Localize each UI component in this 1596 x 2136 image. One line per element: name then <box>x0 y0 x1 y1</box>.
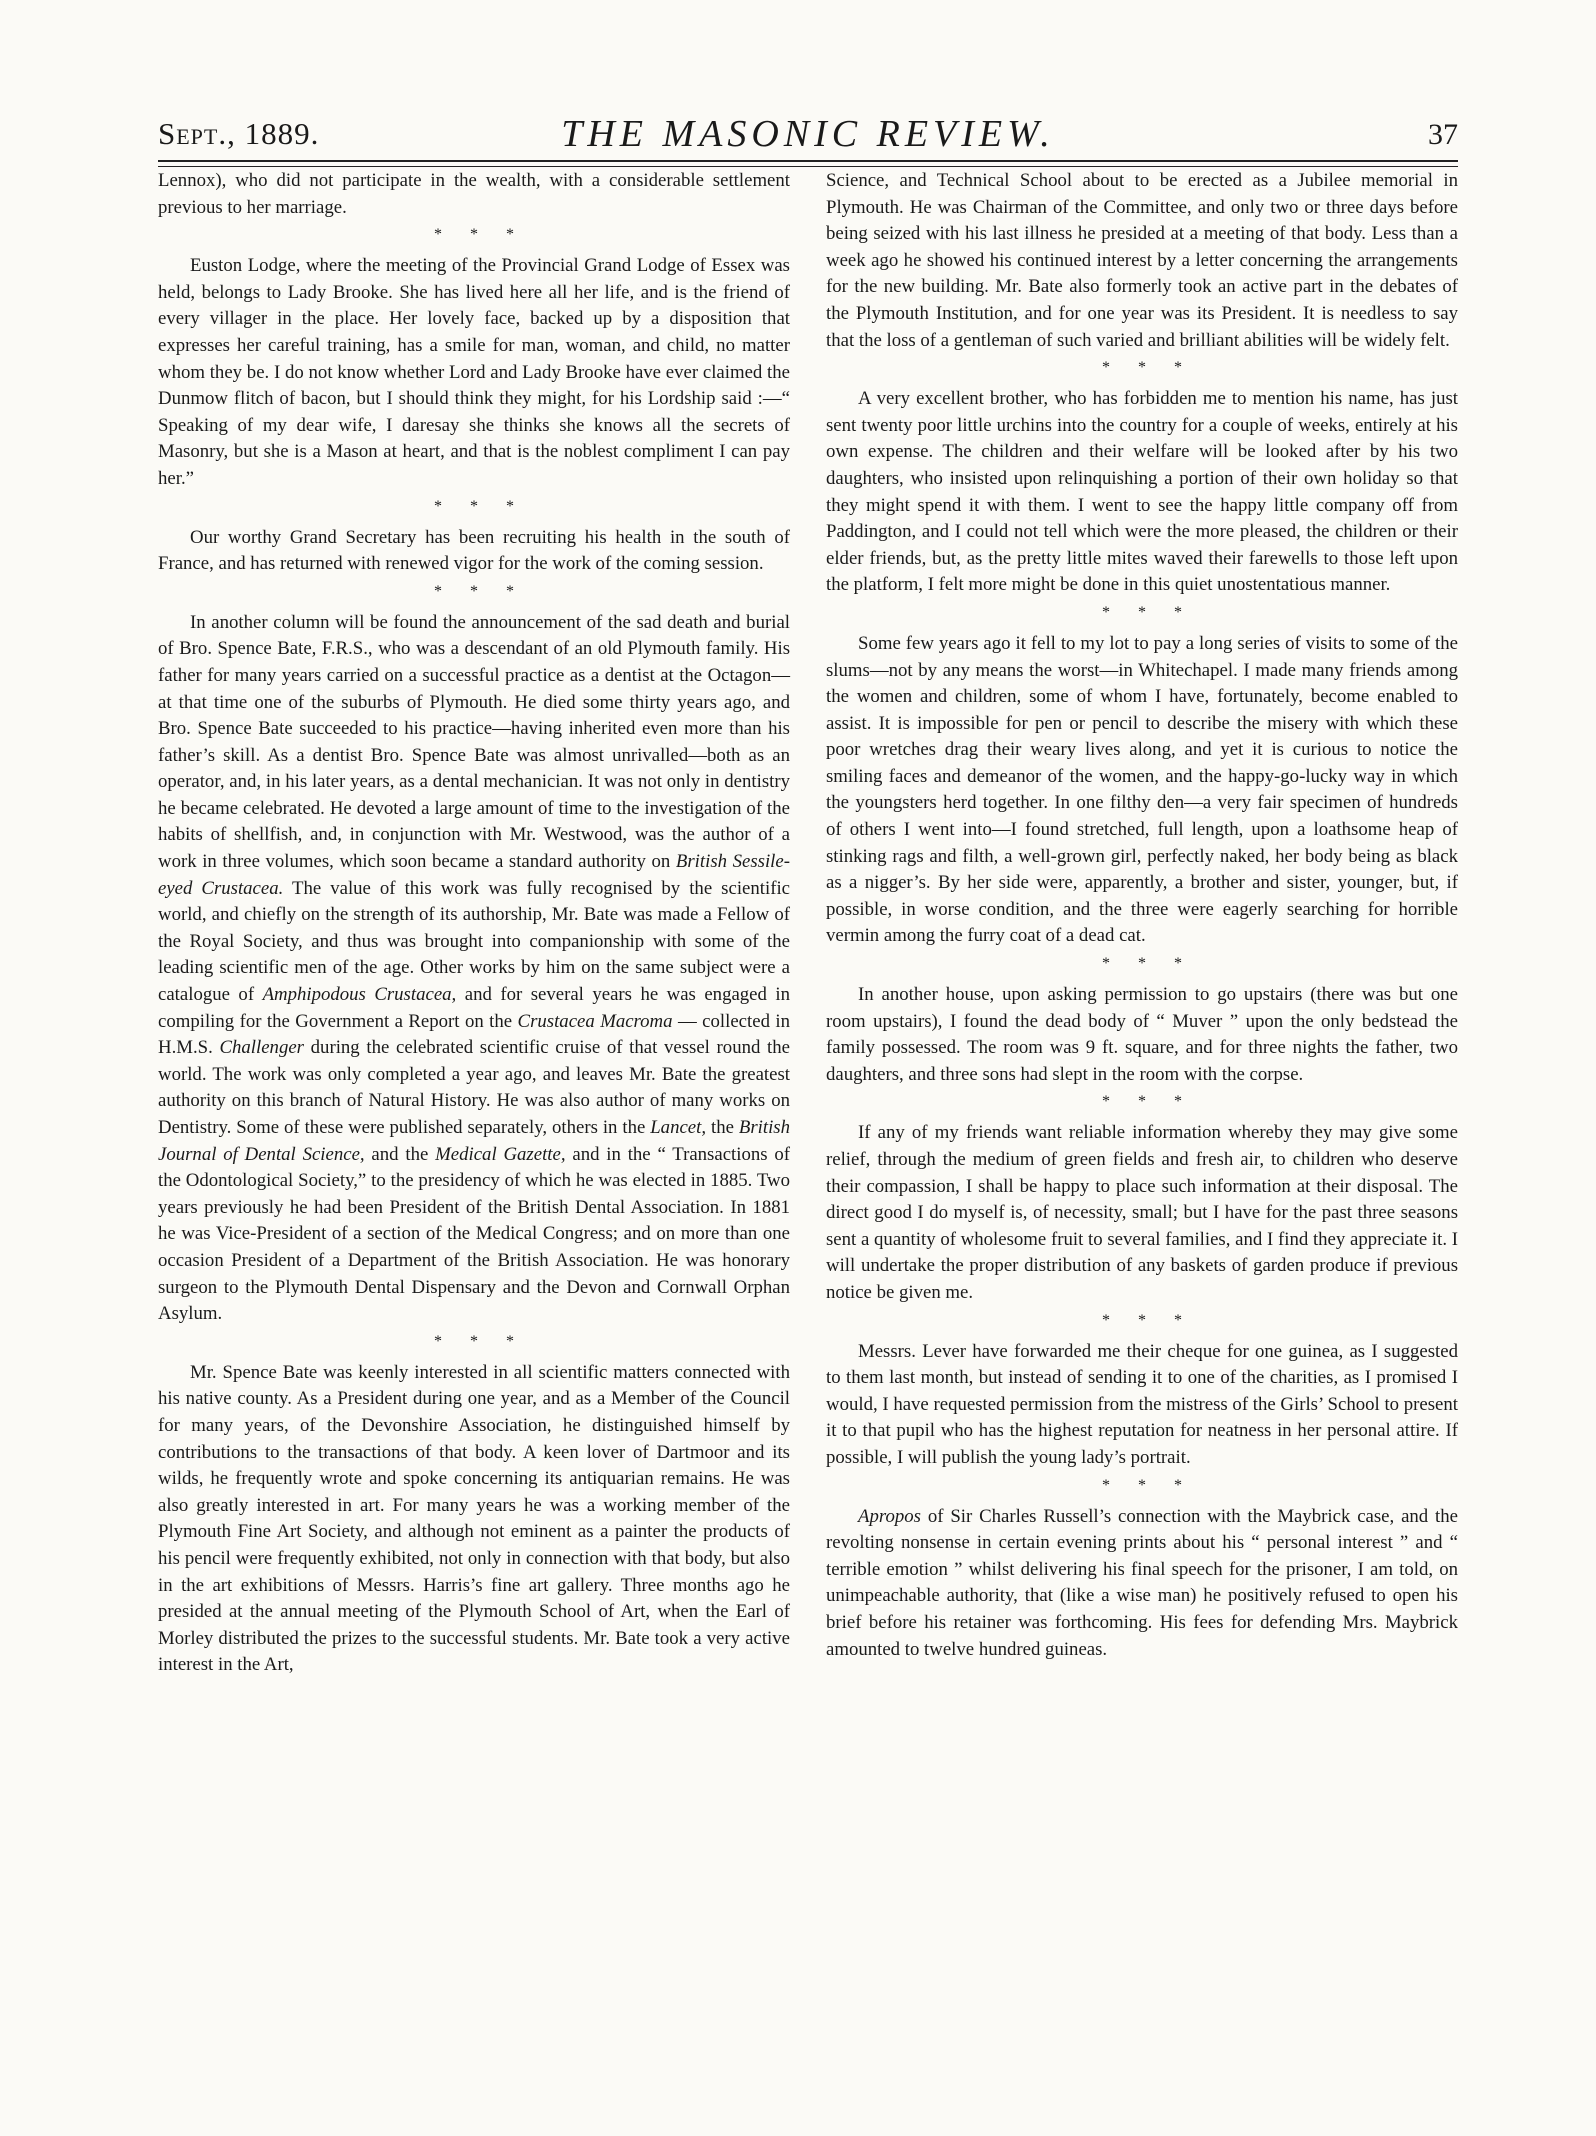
paragraph: Science, and Technical School about to be erected as a Jubilee memorial in Plymouth. He was Chairman of the Committee, and only two or three days before being seized with his last illness he presided at a meeting of that body. Less than a week ago he showed his continued interest by a letter concerning the arrangements for the new building. Mr. Bate also formerly took an active part in the debates of the Plymouth Institution, and for one year was its President. It is needless to say that the loss of a gentleman of such varied and brilliant abilities will be widely felt. <box>826 170 1458 351</box>
italic-title: Crustacea Macroma <box>517 1010 673 1032</box>
italic-title: Amphipodous Crustacea, <box>262 984 457 1006</box>
paragraph: Euston Lodge, where the meeting of the Provincial Grand Lodge of Essex was held, belongs to Lady Brooke. She has lived here all her life, and is the friend of every villager in the place. Her lovely face, backed up by a disposition that expresses her careful training, has a smile for man, woman, and child, no matter whom they be. I do not know whether Lord and Lady Brooke have ever claimed the Dunmow flitch of bacon, but I should think they might, for his Lordship said :—“ Speaking of my dear wife, I daresay she thinks she knows all the secrets of Masonry, but she is a Mason at heart, and that is the noblest compliment I can pay her.” <box>158 255 790 489</box>
section-separator: * * * <box>1102 1476 1194 1494</box>
paragraph: Messrs. Lever have forwarded me their cheque for one guinea, as I suggested to them last month, but instead of sending it to one of the charities, as I promised I would, I have requested permission from the mistress of the Girls’ School to present it to that pupil who has the highest reputation for neatness in her personal attire. If possible, I will publish the young lady’s portrait. <box>826 1340 1458 1468</box>
italic-title: British Journal of Dental Science, <box>158 1117 790 1165</box>
section-separator: * * * <box>1102 955 1194 973</box>
left-column <box>158 168 790 1679</box>
paragraph: If any of my friends want reliable information whereby they may give some relief, through the medium of green fields and fresh air, to children who deserve their compassion, I shall be happy to place such information at their disposal. The direct good I do myself is, of necessity, small; but I have for the past three seasons sent a quantity of wholesome fruit to several families, and I find they appreciate it. I will undertake the proper distribution of any baskets of garden produce if previous notice be given me. <box>826 1122 1458 1303</box>
paragraph: Mr. Spence Bate was keenly interested in all scientific matters connected with his native county. As a President during one year, and as a Member of the Council for many years, of the Devonshire Association, he distinguished himself by contributions to the transactions of that body. A keen lover of Dartmoor and its wilds, he frequently wrote and spoke concerning its antiquarian remains. He was also greatly interested in art. For many years he was a working member of the Plymouth Fine Art Society, and although not eminent as a painter the products of his pencil were frequently exhibited, not only in connection with that body, but also in the art exhibitions of Messrs. Harris’s fine art gallery. Three months ago he presided at the annual meeting of the Plymouth School of Art, when the Earl of Morley distributed the prizes to the successful students. Mr. Bate took a very active interest in the Art, <box>158 1361 790 1676</box>
section-separator: * * * <box>434 1332 526 1350</box>
paragraph: Apropos of Sir Charles Russell’s connection with the Maybrick case, and the revolting nonsense in certain evening prints about his “ personal interest ” and “ terrible emotion ” whilst delivering his final speech for the prisoner, I am told, on unimpeachable authority, that (like a wise man) he positively refused to open his brief before his retainer was forthcoming. His fees for defending Mrs. Maybrick amounted to twelve hundred guineas. <box>826 1505 1458 1660</box>
section-separator: * * * <box>1102 603 1194 621</box>
italic-title: Lancet, <box>650 1117 707 1138</box>
section-separator: * * * <box>1102 359 1194 377</box>
page-number: 37 <box>1428 118 1458 151</box>
issue-date: Sept., 1889. <box>158 116 320 151</box>
paragraph: Some few years ago it fell to my lot to pay a long series of visits to some of the slums—not by any means the worst—in Whitechapel. I made many friends among the women and children, some of whom I have, fortunately, become enabled to assist. It is impossible for pen or pencil to describe the misery with which these poor wretches drag their weary lives along, and yet it is curious to notice the smiling faces and demeanor of the women, and the happy-go-lucky way in which the youngsters herd together. In one filthy den—a very fair specimen of hundreds of others I went into—I found stretched, full length, upon a loathsome heap of stinking rags and filth, a well-grown girl, perfectly naked, her body being as black as a nigger’s. By her side were, apparently, a brother and sister, younger, but, if possible, in worse condition, and the three were eagerly searching for horrible vermin among the furry coat of a dead cat. <box>826 632 1458 947</box>
paragraph: In another house, upon asking permission to go upstairs (there was but one room upstairs), I found the dead body of “ Muver ” upon the only bedstead the family possessed. The room was 9 ft. square, and for three nights the father, two daughters, and three sons had slept in the room with the corpse. <box>826 984 1458 1085</box>
italic-title: Medical Gazette, <box>435 1143 566 1165</box>
section-separator: * * * <box>434 582 526 600</box>
paragraph: A very excellent brother, who has forbidden me to mention his name, has just sent twenty poor little urchins into the country for a couple of weeks, entirely at his own expense. The children and their welfare will be looked after by his two daughters, who insisted upon relinquishing a portion of their own holiday so that they might spend it with them. I went to see the happy little company off from Paddington, and I could not tell which were the more pleased, the children or their elder friends, but, as the pretty little mites waved their farewells to those left upon the platform, I felt more might be done in this quiet unostentatious manner. <box>826 388 1458 596</box>
header-rule-thin <box>158 166 1458 167</box>
section-separator: * * * <box>434 497 526 515</box>
paragraph: Our worthy Grand Secretary has been recruiting his health in the south of France, and has returned with renewed vigor for the work of the coming session. <box>158 526 790 575</box>
section-separator: * * * <box>434 226 526 244</box>
right-column <box>826 168 1458 1663</box>
publication-title: THE MASONIC REVIEW. <box>561 113 1055 155</box>
paragraph-spence-bate-obituary: In another column will be found the announcement of the sad death and burial of Bro. Spence Bate, F.R.S., who was a descendant of an old Plymouth family. His father for many years carried on a successful practice as a dentist at the Octagon—at that time one of the suburbs of Plymouth. He died some thirty years ago, and Bro. Spence Bate succeeded to his practice—having inherited even more than his father’s skill. As a dentist Bro. Spence Bate was almost unrivalled—both as an operator, and, in his later years, as a dental mechanician. It was not only in dentistry he became celebrated. He devoted a large amount of time to the investigation of the habits of shellfish, and, in conjunction with Mr. Westwood, was the author of a work in three volumes, which soon became a standard authority on British Sessile-eyed Crustacea. The value of this work was fully recognised by the scientific world, and chiefly on the strength of its authorship, Mr. Bate was made a Fellow of the Royal Society, and thus was brought into companionship with some of the leading scientific men of the age. Other works by him on the same subject were a catalogue of Amphipodous Crustacea, and for several years he was engaged in compiling for the Government a Report on the Crustacea Macroma — collected in H.M.S. Challenger during the celebrated scientific cruise of that vessel round the world. The work was only completed a year ago, and leaves Mr. Bate the greatest authority on this branch of Natural History. He was also author of many works on Dentistry. Some of these were published separately, others in the Lancet, the British Journal of Dental Science, and the Medical Gazette, and in the “ Transactions of the Odontological Society,” to the presidency of which he was elected in 1885. Two years previously he had been President of the British Dental Association. In 1881 he was Vice-President of a section of the Medical Congress; and on more than one occasion President of a Department of the British Association. He was honorary surgeon to the Plymouth Dental Dispensary and the Devon and Cornwall Orphan Asylum. <box>158 611 791 1325</box>
italic-word: Apropos <box>858 1505 921 1527</box>
page-header <box>158 112 1458 164</box>
italic-title: Challenger <box>219 1037 304 1059</box>
paragraph: Lennox), who did not participate in the wealth, with a considerable settlement previous to her marriage. <box>158 170 790 218</box>
header-rule-thick <box>158 160 1458 162</box>
italic-title: British Sessile-eyed Crustacea. <box>158 851 790 899</box>
section-separator: * * * <box>1102 1093 1194 1111</box>
section-separator: * * * <box>1102 1311 1194 1329</box>
